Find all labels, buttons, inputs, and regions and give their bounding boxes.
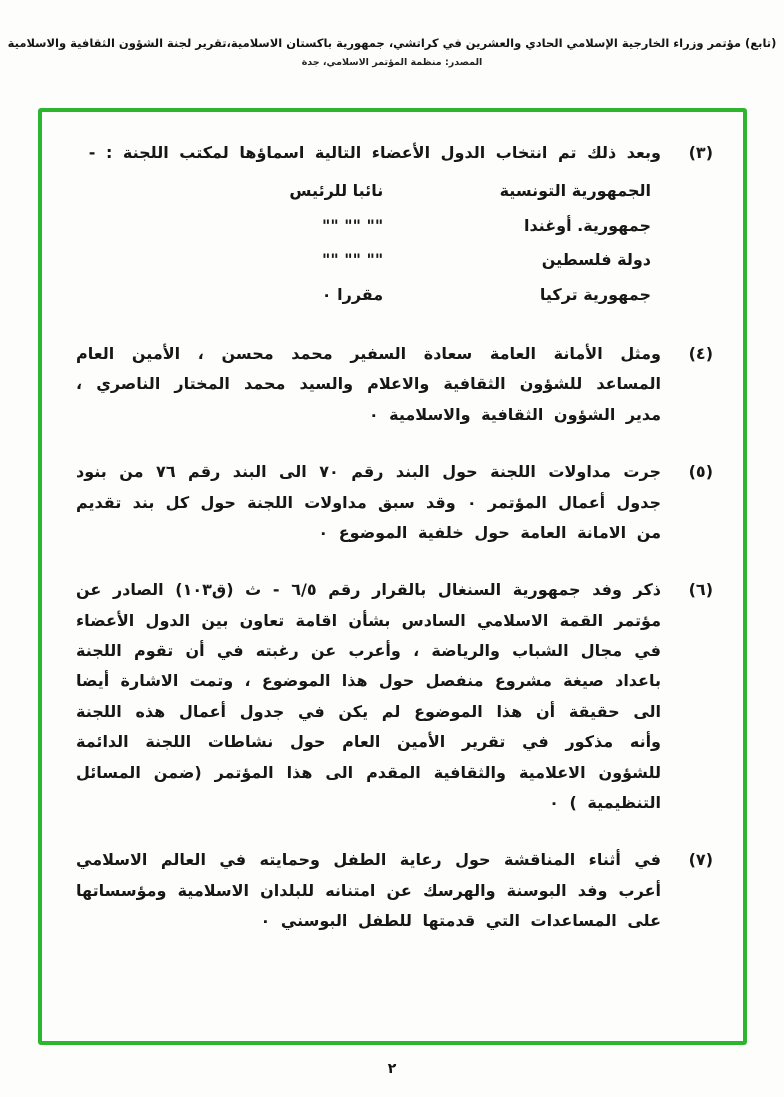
paragraph-5-number: (٥) — [688, 462, 713, 482]
officer-row — [136, 278, 651, 312]
officer-role: مقررا ٠ — [321, 284, 384, 304]
paragraph-3-body — [76, 138, 661, 312]
paragraph-4-body — [76, 339, 661, 430]
officer-name: دولة فلسطين — [541, 250, 651, 270]
officer-role: نائبا للرئيس — [289, 181, 384, 201]
paragraph-5-text: جرت مداولات اللجنة حول البند رقم ٧٠ الى البند رقم ٧٦ من بنود جدول أعمال المؤتمر ٠ وقد سبق مداولات اللجنة حول كل بند تقديم من الامانة العامة حول خلفية الموضوع ٠ — [76, 462, 662, 542]
officer-row — [136, 209, 651, 243]
paragraph-7-body — [76, 845, 661, 936]
paragraph-4 — [76, 339, 713, 430]
officer-role: "" "" "" — [322, 250, 384, 270]
page-number: ٢ — [387, 1061, 397, 1077]
officer-row — [136, 243, 651, 277]
officer-name: جمهورية. أوغندا — [523, 215, 651, 235]
paragraph-6-body — [76, 575, 661, 818]
paragraph-6-number: (٦) — [688, 580, 713, 600]
paragraph-5-body — [76, 457, 661, 548]
officer-role: "" "" "" — [322, 215, 384, 235]
paragraph-6-text: ذكر وفد جمهورية السنغال بالقرار رقم ٦/٥ - ث (ق١٠٣) الصادر عن مؤتمر القمة الاسلامي السادس بشأن اقامة تعاون بين الدول الأعضاء في مجال الشباب والرياضة ، وأعرب عن رغبته في أن تقوم اللجنة باعداد صيغة مشروع منفصل حول هذا الموضوع ، وتمت الاشارة أيضا الى حقيقة أن هذا الموضوع لم يكن في جدول أعمال هذه اللجنة وأنه مذكور في تقرير الأمين العام حول نشاطات اللجنة الدائمة للشؤون الاعلامية والثقافية المقدم الى هذا المؤتمر (ضمن المسائل التنظيمية ) ٠ — [76, 580, 662, 813]
paragraph-3-number: (٣) — [688, 143, 713, 162]
paragraph-4-number: (٤) — [688, 343, 713, 363]
header-source: المصدر: منظمة المؤتمر الاسلامي، جدة — [301, 57, 483, 68]
officer-name: جمهورية تركيا — [539, 284, 651, 304]
paragraph-5 — [76, 457, 713, 548]
paragraph-7-text: في أثناء المناقشة حول رعاية الطفل وحمايته في العالم الاسلامي أعرب وفد البوسنة والهرسك عن امتنانه للبلدان الاسلامية ومؤسساتها على المساعدات التي قدمتها للطفل البوسني ٠ — [76, 850, 661, 931]
paragraph-3 — [76, 138, 713, 312]
paragraph-7 — [76, 845, 713, 936]
document-header — [0, 0, 784, 68]
header-title: (تابع) مؤتمر وزراء الخارجية الإسلامي الحادي والعشرين في كراتشي، جمهورية باكستان الاسلامية،تقرير لجنة الشؤون الثقافية والاسلامية — [7, 36, 777, 50]
paragraph-7-number: (٧) — [688, 850, 713, 870]
paragraph-6 — [76, 575, 713, 818]
officer-row — [136, 174, 651, 208]
committee-officers-list — [136, 174, 651, 312]
officer-name: الجمهورية التونسية — [499, 181, 651, 201]
paragraph-3-text: وبعد ذلك تم انتخاب الدول الأعضاء التالية اسماؤها لمكتب اللجنة : - — [88, 143, 661, 162]
content-border-box — [38, 108, 747, 1045]
paragraph-4-text: ومثل الأمانة العامة سعادة السفير محمد محسن ، الأمين العام المساعد للشؤون الثقافية والاعلام والسيد محمد المختار الناصري ، مدير الشؤون الثقافية والاسلامية ٠ — [76, 343, 661, 424]
